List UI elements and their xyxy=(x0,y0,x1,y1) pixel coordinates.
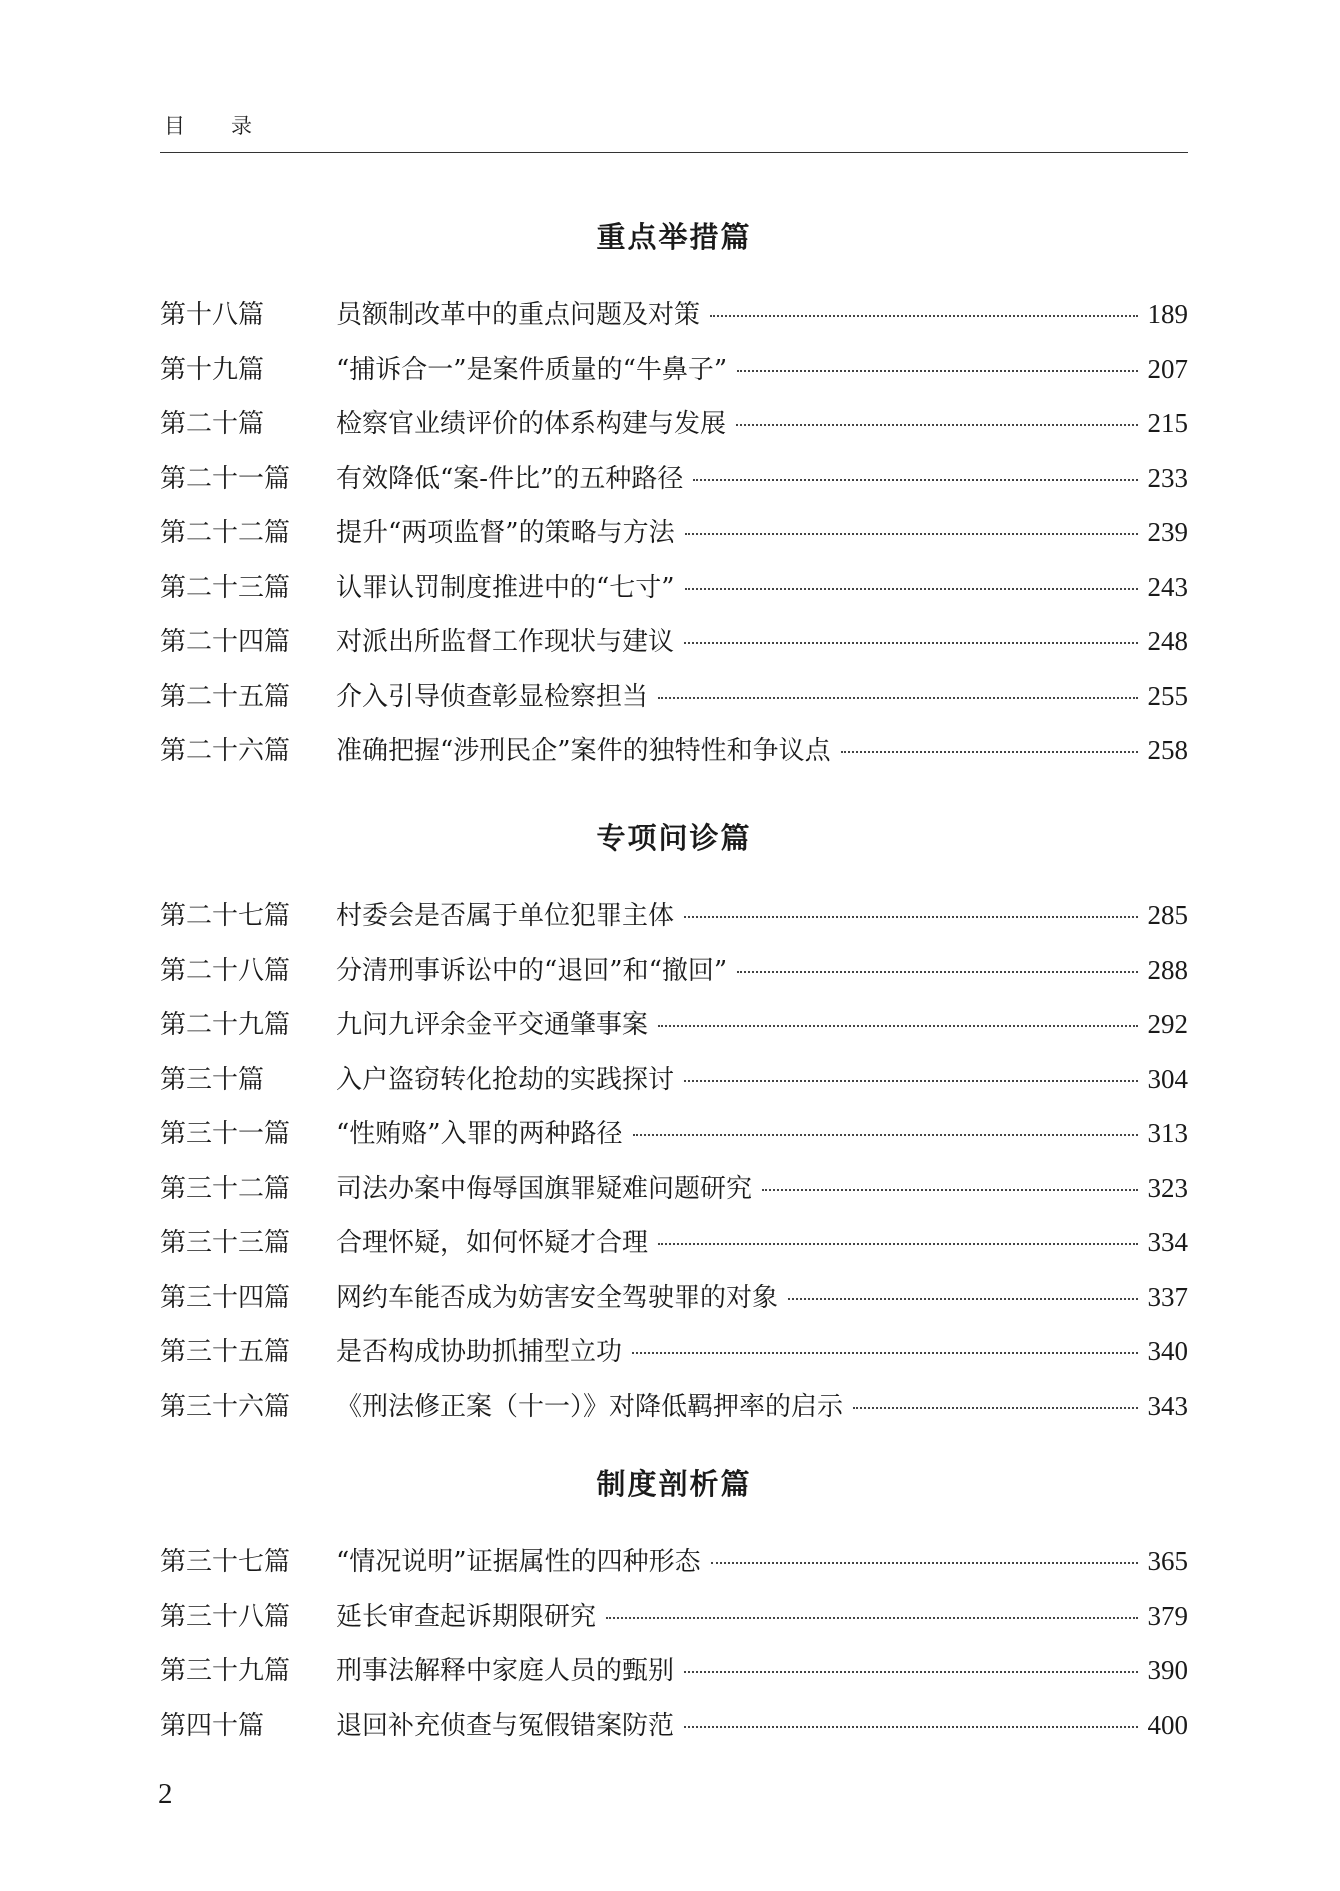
entry-page: 379 xyxy=(1147,1600,1188,1631)
toc-entry[interactable] xyxy=(160,1161,1188,1216)
entry-title: 九问九评余金平交通肇事案 xyxy=(336,1010,649,1040)
entry-title: 网约车能否成为妨害安全驾驶罪的对象 xyxy=(336,1282,779,1313)
entry-page: 288 xyxy=(1147,954,1188,985)
toc-section xyxy=(160,217,1188,778)
entry-page: 400 xyxy=(1147,1709,1188,1740)
dot-leader xyxy=(632,1352,1137,1354)
toc-entry[interactable] xyxy=(160,287,1188,342)
toc-entry[interactable] xyxy=(160,1643,1188,1698)
entry-title: 刑事法解释中家庭人员的甄别 xyxy=(336,1656,675,1686)
toc-entry[interactable] xyxy=(160,451,1188,506)
entry-title: 分清刑事诉讼中的“退回”和“撤回” xyxy=(336,955,728,986)
dot-leader xyxy=(658,697,1137,699)
entry-number: 第十八篇 xyxy=(160,300,265,330)
entry-title: 检察官业绩评价的体系构建与发展 xyxy=(336,409,727,439)
entry-title: 准确把握“涉刑民企”案件的独特性和争议点 xyxy=(336,736,831,766)
entry-title: 延长审查起诉期限研究 xyxy=(336,1601,597,1632)
entry-title: 村委会是否属于单位犯罪主体 xyxy=(336,901,675,931)
entry-page: 285 xyxy=(1147,900,1188,930)
entry-page: 233 xyxy=(1147,462,1188,493)
toc-entry[interactable] xyxy=(160,888,1188,943)
entry-page: 304 xyxy=(1147,1063,1188,1094)
entry-page: 313 xyxy=(1147,1118,1188,1148)
toc-entry[interactable] xyxy=(160,560,1188,615)
entry-number: 第三十一篇 xyxy=(160,1119,291,1149)
entry-title: “情况说明”证据属性的四种形态 xyxy=(336,1547,701,1577)
dot-leader xyxy=(658,1243,1137,1245)
toc-section xyxy=(160,1464,1188,1752)
header-title: 目录 xyxy=(164,114,298,138)
entry-page: 258 xyxy=(1147,735,1188,765)
toc-entry[interactable] xyxy=(160,1106,1188,1161)
dot-leader xyxy=(737,370,1137,372)
entry-page: 390 xyxy=(1147,1655,1188,1685)
toc-entry[interactable] xyxy=(160,1534,1188,1589)
dot-leader xyxy=(633,1134,1138,1136)
entry-page: 337 xyxy=(1147,1281,1188,1312)
entry-title: “捕诉合一”是案件质量的“牛鼻子” xyxy=(336,354,728,385)
toc-entry[interactable] xyxy=(160,1589,1188,1644)
entry-page: 243 xyxy=(1147,571,1188,602)
toc-entry[interactable] xyxy=(160,669,1188,724)
toc-entry[interactable] xyxy=(160,1698,1188,1753)
toc-section xyxy=(160,818,1188,1433)
entry-page: 292 xyxy=(1147,1009,1188,1039)
entry-number: 第三十二篇 xyxy=(160,1173,291,1204)
entry-number: 第二十二篇 xyxy=(160,518,291,548)
toc-entry[interactable] xyxy=(160,1324,1188,1379)
dot-leader xyxy=(684,1671,1137,1673)
entry-page: 255 xyxy=(1147,680,1188,711)
section-title: 制度剖析篇 xyxy=(596,1467,752,1501)
entry-number: 第二十五篇 xyxy=(160,681,291,712)
entry-title: 退回补充侦查与冤假错案防范 xyxy=(336,1710,675,1741)
toc-entry[interactable] xyxy=(160,1379,1188,1434)
entry-number: 第二十七篇 xyxy=(160,901,291,931)
entry-page: 334 xyxy=(1147,1227,1188,1257)
toc-entry[interactable] xyxy=(160,1270,1188,1325)
toc-entry[interactable] xyxy=(160,505,1188,560)
dot-leader xyxy=(685,533,1138,535)
dot-leader xyxy=(853,1407,1137,1409)
entry-page: 239 xyxy=(1147,517,1188,547)
entry-number: 第二十九篇 xyxy=(160,1010,291,1040)
toc-entry[interactable] xyxy=(160,943,1188,998)
dot-leader xyxy=(736,424,1137,426)
entry-number: 第三十五篇 xyxy=(160,1337,291,1367)
entry-page: 207 xyxy=(1147,353,1188,384)
entry-page: 340 xyxy=(1147,1336,1188,1366)
entry-title: 合理怀疑，如何怀疑才合理 xyxy=(336,1228,649,1258)
entry-title: 是否构成协助抓捕型立功 xyxy=(336,1337,623,1367)
dot-leader xyxy=(684,1080,1137,1082)
entry-title: 有效降低“案-件比”的五种路径 xyxy=(336,463,684,494)
entry-title: 介入引导侦查彰显检察担当 xyxy=(336,681,649,712)
dot-leader xyxy=(710,315,1137,317)
dot-leader xyxy=(841,751,1138,753)
entry-page: 215 xyxy=(1147,408,1188,438)
entry-title: 员额制改革中的重点问题及对策 xyxy=(336,300,701,330)
toc-entry[interactable] xyxy=(160,342,1188,397)
entry-number: 第十九篇 xyxy=(160,354,265,385)
toc-entry[interactable] xyxy=(160,723,1188,778)
entry-title: 对派出所监督工作现状与建议 xyxy=(336,627,675,657)
toc-entry[interactable] xyxy=(160,614,1188,669)
dot-leader xyxy=(684,916,1137,918)
toc-entry[interactable] xyxy=(160,1052,1188,1107)
section-title: 专项问诊篇 xyxy=(596,821,752,855)
entry-title: 提升“两项监督”的策略与方法 xyxy=(336,518,675,548)
entry-number: 第二十六篇 xyxy=(160,736,291,766)
entry-page: 248 xyxy=(1147,626,1188,656)
entry-number: 第四十篇 xyxy=(160,1710,265,1741)
section-title: 重点举措篇 xyxy=(596,220,752,254)
entry-number: 第三十七篇 xyxy=(160,1547,291,1577)
page-number: 2 xyxy=(158,1778,173,1810)
dot-leader xyxy=(685,588,1138,590)
entry-number: 第二十八篇 xyxy=(160,955,291,986)
toc-entry[interactable] xyxy=(160,997,1188,1052)
entry-number: 第三十篇 xyxy=(160,1064,265,1095)
dot-leader xyxy=(762,1189,1137,1191)
dot-leader xyxy=(711,1562,1138,1564)
entry-page: 323 xyxy=(1147,1172,1188,1203)
dot-leader xyxy=(606,1617,1137,1619)
running-header xyxy=(160,108,1188,153)
dot-leader xyxy=(693,479,1137,481)
entry-title: 《刑法修正案（十一）》对降低羁押率的启示 xyxy=(336,1391,844,1422)
dot-leader xyxy=(788,1298,1137,1300)
entry-number: 第三十三篇 xyxy=(160,1228,291,1258)
dot-leader xyxy=(684,642,1137,644)
dot-leader xyxy=(737,971,1137,973)
entry-number: 第三十六篇 xyxy=(160,1391,291,1422)
entry-title: 入户盗窃转化抢劫的实践探讨 xyxy=(336,1064,675,1095)
entry-title: “性贿赂”入罪的两种路径 xyxy=(336,1119,623,1149)
entry-number: 第二十一篇 xyxy=(160,463,291,494)
entry-number: 第二十篇 xyxy=(160,409,265,439)
entry-page: 365 xyxy=(1147,1546,1188,1576)
entry-number: 第三十九篇 xyxy=(160,1656,291,1686)
entry-number: 第三十四篇 xyxy=(160,1282,291,1313)
entry-number: 第三十八篇 xyxy=(160,1601,291,1632)
toc-entry[interactable] xyxy=(160,396,1188,451)
dot-leader xyxy=(658,1025,1137,1027)
entry-number: 第二十四篇 xyxy=(160,627,291,657)
toc-entry[interactable] xyxy=(160,1215,1188,1270)
entry-page: 189 xyxy=(1147,299,1188,329)
entry-number: 第二十三篇 xyxy=(160,572,291,603)
entry-page: 343 xyxy=(1147,1390,1188,1421)
entry-title: 司法办案中侮辱国旗罪疑难问题研究 xyxy=(336,1173,753,1204)
dot-leader xyxy=(684,1726,1137,1728)
entry-title: 认罪认罚制度推进中的“七寸” xyxy=(336,572,675,603)
